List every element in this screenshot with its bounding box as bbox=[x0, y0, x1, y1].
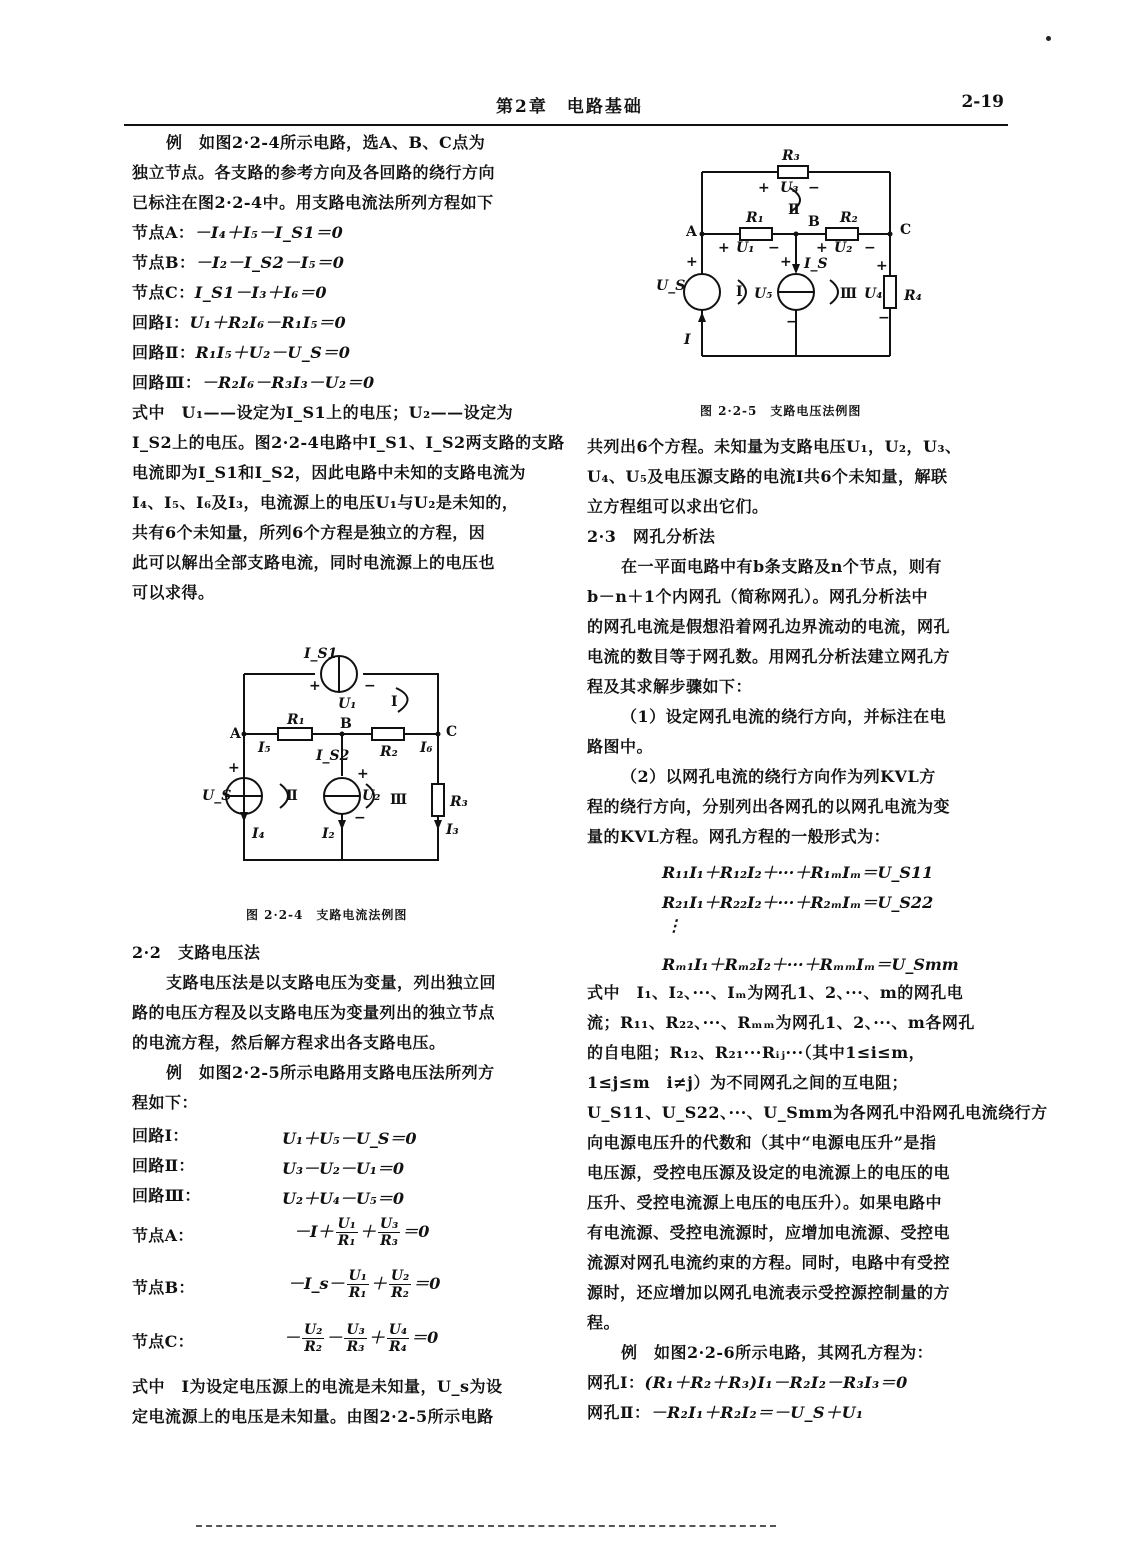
text-line: 共列出6个方程。未知量为支路电压U₁，U₂，U₃、 bbox=[587, 437, 962, 456]
plus-sign: + bbox=[718, 240, 730, 256]
plus-sign: + bbox=[228, 760, 240, 776]
text-line: 流；R₁₁、R₂₂、···、Rₘₘ为网孔1、2、···、m各网孔 bbox=[587, 1013, 975, 1032]
text-line: 式中 I₁、I₂、···、Iₘ为网孔1、2、···、m的网孔电 bbox=[587, 983, 964, 1002]
label-U3: U₃ bbox=[780, 180, 799, 196]
equation-node-B: －I_s－ $\frac{\text{U₁}}{\text{R₁}}$ ＋ $\frac{\text{U₂}}{\text{R₂}}$ ＝0 bbox=[288, 1268, 441, 1301]
text-line: 式中 I为设定电压源上的电流是未知量，U_s为设 bbox=[132, 1377, 503, 1396]
label-U1: U₁ bbox=[736, 240, 755, 256]
label-Us: U_S bbox=[656, 278, 686, 294]
text-line: 电流即为I_S1和I_S2，因此电路中未知的支路电流为 bbox=[132, 463, 526, 482]
text-line: 路的电压方程及以支路电压为变量列出的独立节点 bbox=[132, 1003, 496, 1022]
equation-label: 回路Ⅱ： bbox=[132, 1156, 195, 1175]
text-line: 1≤j≤m i≠j）为不同网孔之间的互电阻； bbox=[587, 1073, 908, 1092]
equation: U₂＋U₄－U₅＝0 bbox=[282, 1189, 405, 1208]
plus-sign: + bbox=[357, 766, 369, 782]
label-U5: U₅ bbox=[754, 286, 773, 302]
text-line: 的网孔电流是假想沿着网孔边界流动的电流，网孔 bbox=[587, 617, 951, 636]
text-line: 立方程组可以求出它们。 bbox=[587, 497, 769, 516]
text-line: 例 如图2·2-4所示电路，选A、B、C点为 bbox=[166, 133, 486, 152]
text-line: 此可以解出全部支路电流，同时电流源上的电压也 bbox=[132, 553, 496, 572]
text-line: 路图中。 bbox=[587, 737, 654, 756]
right-text bbox=[587, 432, 1017, 852]
figure-caption: 图 2·2-4 支路电流法例图 bbox=[246, 908, 408, 922]
loop-III-label: Ⅲ bbox=[840, 286, 858, 302]
equation-line: 回路Ⅱ：R₁I₅＋U₂－U_S＝0 bbox=[132, 343, 351, 362]
label-U2: U₂ bbox=[834, 240, 853, 256]
text-line: 源时，还应增加以网孔电流表示受控源控制量的方 bbox=[587, 1283, 951, 1302]
mesh-general-equation: Rₘ₁I₁＋Rₘ₂I₂＋···＋RₘₘIₘ＝U_Smm bbox=[662, 955, 959, 974]
text-line: 程及其求解步骤如下： bbox=[587, 677, 753, 696]
label-Is: I_S bbox=[804, 256, 828, 272]
text-line: 量的KVL方程。网孔方程的一般形式为： bbox=[587, 827, 891, 846]
minus-sign: − bbox=[808, 180, 820, 196]
plus-sign: + bbox=[758, 180, 770, 196]
loop-III-label: Ⅲ bbox=[390, 792, 408, 808]
minus-sign: − bbox=[864, 240, 876, 256]
text-line: I_S2上的电压。图2·2-4电路中I_S1、I_S2两支路的支路 bbox=[132, 433, 565, 452]
label-U4: U₄ bbox=[864, 286, 883, 302]
equation-label: 回路Ⅰ： bbox=[132, 1126, 189, 1145]
minus-sign: − bbox=[786, 314, 798, 330]
label-R4: R₄ bbox=[904, 288, 922, 304]
text-line: 例 如图2·2-6所示电路，其网孔方程为： bbox=[621, 1343, 934, 1362]
text-line: 共有6个未知量，所列6个方程是独立的方程，因 bbox=[132, 523, 486, 542]
minus-sign: − bbox=[354, 810, 366, 826]
text-line: I₄、I₅、I₆及I₃，电流源上的电压U₁与U₂是未知的， bbox=[132, 493, 519, 512]
label-R3: R₃ bbox=[450, 794, 468, 810]
equation-line: 节点A：－I₄＋I₅－I_S1＝0 bbox=[132, 223, 344, 242]
label-R3: R₃ bbox=[782, 148, 800, 164]
text-line: 程。 bbox=[587, 1313, 621, 1332]
label-Is2: I_S2 bbox=[316, 748, 350, 764]
label-R2: R₂ bbox=[840, 210, 858, 226]
equation-node-A: －I＋ $\frac{\text{U₁}}{\text{R₁}}$ ＋ $\frac{\text{U₃}}{\text{R₃}}$ ＝0 bbox=[294, 1216, 430, 1249]
section-2-2 bbox=[132, 938, 562, 1118]
bottom-scan-line bbox=[196, 1525, 776, 1527]
equation-line: 节点C：I_S1－I₃＋I₆＝0 bbox=[132, 283, 328, 302]
text-line: 定电流源上的电压是未知量。由图2·2-5所示电路 bbox=[132, 1407, 494, 1426]
equation-line: 回路Ⅲ：－R₂I₆－R₃I₃－U₂＝0 bbox=[132, 373, 375, 392]
right-where-text bbox=[587, 978, 1048, 1428]
loop-I-label: Ⅰ bbox=[736, 284, 743, 300]
mesh-general-equation: R₂₁I₁＋R₂₂I₂＋···＋R₂ₘIₘ＝U_S22 bbox=[662, 893, 934, 912]
minus-sign: − bbox=[878, 310, 890, 326]
left-top-text bbox=[132, 128, 565, 608]
text-line: 流源对网孔电流约束的方程。同时，电路中有受控 bbox=[587, 1253, 951, 1272]
equation-line: 网孔Ⅰ：(R₁＋R₂＋R₃)I₁－R₂I₂－R₃I₃＝0 bbox=[587, 1373, 908, 1392]
text-line: 独立节点。各支路的参考方向及各回路的绕行方向 bbox=[132, 163, 496, 182]
equation-line: 网孔Ⅱ：－R₂I₁＋R₂I₂＝－U_S＋U₁ bbox=[587, 1403, 864, 1422]
label-U2: U₂ bbox=[362, 788, 381, 804]
mesh-general-equation: R₁₁I₁＋R₁₂I₂＋···＋R₁ₘIₘ＝U_S11 bbox=[662, 863, 934, 882]
figure-2-2-4-circuit bbox=[190, 636, 480, 866]
label-R1: R₁ bbox=[287, 712, 305, 728]
label-I6: I₆ bbox=[420, 740, 433, 756]
plus-sign: + bbox=[816, 240, 828, 256]
equation-line: 节点B：－I₂－I_S2－I₅＝0 bbox=[132, 253, 345, 272]
text-line: 电流的数目等于网孔数。用网孔分析法建立网孔方 bbox=[587, 647, 951, 666]
equation-label: 回路Ⅲ： bbox=[132, 1186, 201, 1205]
page-header bbox=[124, 84, 1008, 126]
text-line: 程如下： bbox=[132, 1093, 199, 1112]
equation-line: 回路Ⅰ：U₁＋R₂I₆－R₁I₅＝0 bbox=[132, 313, 347, 332]
equation-node-C: － $\frac{\text{U₂}}{\text{R₂}}$ － $\frac{\text{U₃}}{\text{R₃}}$ ＋ $\frac{\text{U₄}}{\text{R₄}}$ ＝0 bbox=[284, 1322, 439, 1355]
label-Is1: I_S1 bbox=[304, 646, 338, 662]
text-line: 的自电阻；R₁₂、R₂₁···Rᵢⱼ···（其中1≤i≤m， bbox=[587, 1043, 926, 1062]
text-line: b－n＋1个内网孔（简称网孔）。网孔分析法中 bbox=[587, 587, 928, 606]
plus-sign: + bbox=[309, 678, 321, 694]
plus-sign: + bbox=[780, 254, 792, 270]
text-line: 式中 U₁——设定为I_S1上的电压；U₂——设定为 bbox=[132, 403, 514, 422]
text-line: （2）以网孔电流的绕行方向作为列KVL方 bbox=[621, 767, 936, 786]
label-U1: U₁ bbox=[338, 696, 357, 712]
section-heading: 2·2 支路电压法 bbox=[132, 943, 261, 962]
node-A: A bbox=[230, 726, 241, 742]
text-line: 在一平面电路中有b条支路及n个节点，则有 bbox=[621, 557, 942, 576]
text-line: 支路电压法是以支路电压为变量，列出独立回 bbox=[166, 973, 497, 992]
figure-caption: 图 2·2-5 支路电压法例图 bbox=[700, 404, 862, 418]
loop-I-label: Ⅰ bbox=[391, 694, 398, 710]
plus-sign: + bbox=[876, 258, 888, 274]
text-line: （1）设定网孔电流的绕行方向，并标注在电 bbox=[621, 707, 947, 726]
node-A: A bbox=[686, 224, 697, 240]
loop-II-label: Ⅱ bbox=[286, 788, 298, 804]
plus-sign: + bbox=[686, 254, 698, 270]
node-C: C bbox=[900, 222, 912, 238]
figure-2-2-5-circuit bbox=[650, 140, 940, 370]
text-line: 程的绕行方向，分别列出各网孔的以网孔电流为变 bbox=[587, 797, 951, 816]
node-C: C bbox=[446, 724, 458, 740]
left-tail-text bbox=[132, 1372, 562, 1432]
text-line: 向电源电压升的代数和（其中“电源电压升”是指 bbox=[587, 1133, 937, 1152]
label-R1: R₁ bbox=[746, 210, 764, 226]
minus-sign: − bbox=[364, 678, 376, 694]
minus-sign: − bbox=[768, 240, 780, 256]
equation: U₁＋U₅－U_S＝0 bbox=[282, 1129, 417, 1148]
text-line: U₄、U₅及电压源支路的电流I共6个未知量，解联 bbox=[587, 467, 948, 486]
label-I: I bbox=[684, 332, 691, 348]
text-line: 有电流源、受控电流源时，应增加电流源、受控电 bbox=[587, 1223, 951, 1242]
text-line: 已标注在图2·2-4中。用支路电流法所列方程如下 bbox=[132, 193, 494, 212]
equation: U₃－U₂－U₁＝0 bbox=[282, 1159, 405, 1178]
text-line: 例 如图2·2-5所示电路用支路电压法所列方 bbox=[166, 1063, 495, 1082]
text-line: 电压源，受控电压源及设定的电流源上的电压的电 bbox=[587, 1163, 951, 1182]
equation-label: 节点A： bbox=[132, 1226, 194, 1245]
text-line: U_S11、U_S22、···、U_Smm为各网孔中沿网孔电流绕行方 bbox=[587, 1103, 1048, 1122]
text-line: 的电流方程，然后解方程求出各支路电压。 bbox=[132, 1033, 446, 1052]
label-I3: I₃ bbox=[446, 822, 459, 838]
node-B: B bbox=[808, 214, 820, 230]
equation-label: 节点C： bbox=[132, 1332, 194, 1351]
node-B: B bbox=[340, 716, 352, 732]
loop-II-label: Ⅱ bbox=[788, 202, 800, 218]
vertical-ellipsis: ⋮ bbox=[666, 916, 682, 935]
label-I2: I₂ bbox=[322, 826, 335, 842]
equation-label: 节点B： bbox=[132, 1278, 195, 1297]
label-R2: R₂ bbox=[380, 744, 398, 760]
scan-speck bbox=[1046, 36, 1051, 41]
label-Us: U_S bbox=[202, 788, 232, 804]
label-I5: I₅ bbox=[258, 740, 271, 756]
text-line: 压升、受控电流源上电压的电压升）。如果电路中 bbox=[587, 1193, 943, 1212]
chapter-title: 第2章 电路基础 bbox=[496, 97, 643, 117]
page-number: 2-19 bbox=[961, 92, 1004, 112]
label-I4: I₄ bbox=[252, 826, 265, 842]
section-heading: 2·3 网孔分析法 bbox=[587, 527, 716, 546]
text-line: 可以求得。 bbox=[132, 583, 215, 602]
